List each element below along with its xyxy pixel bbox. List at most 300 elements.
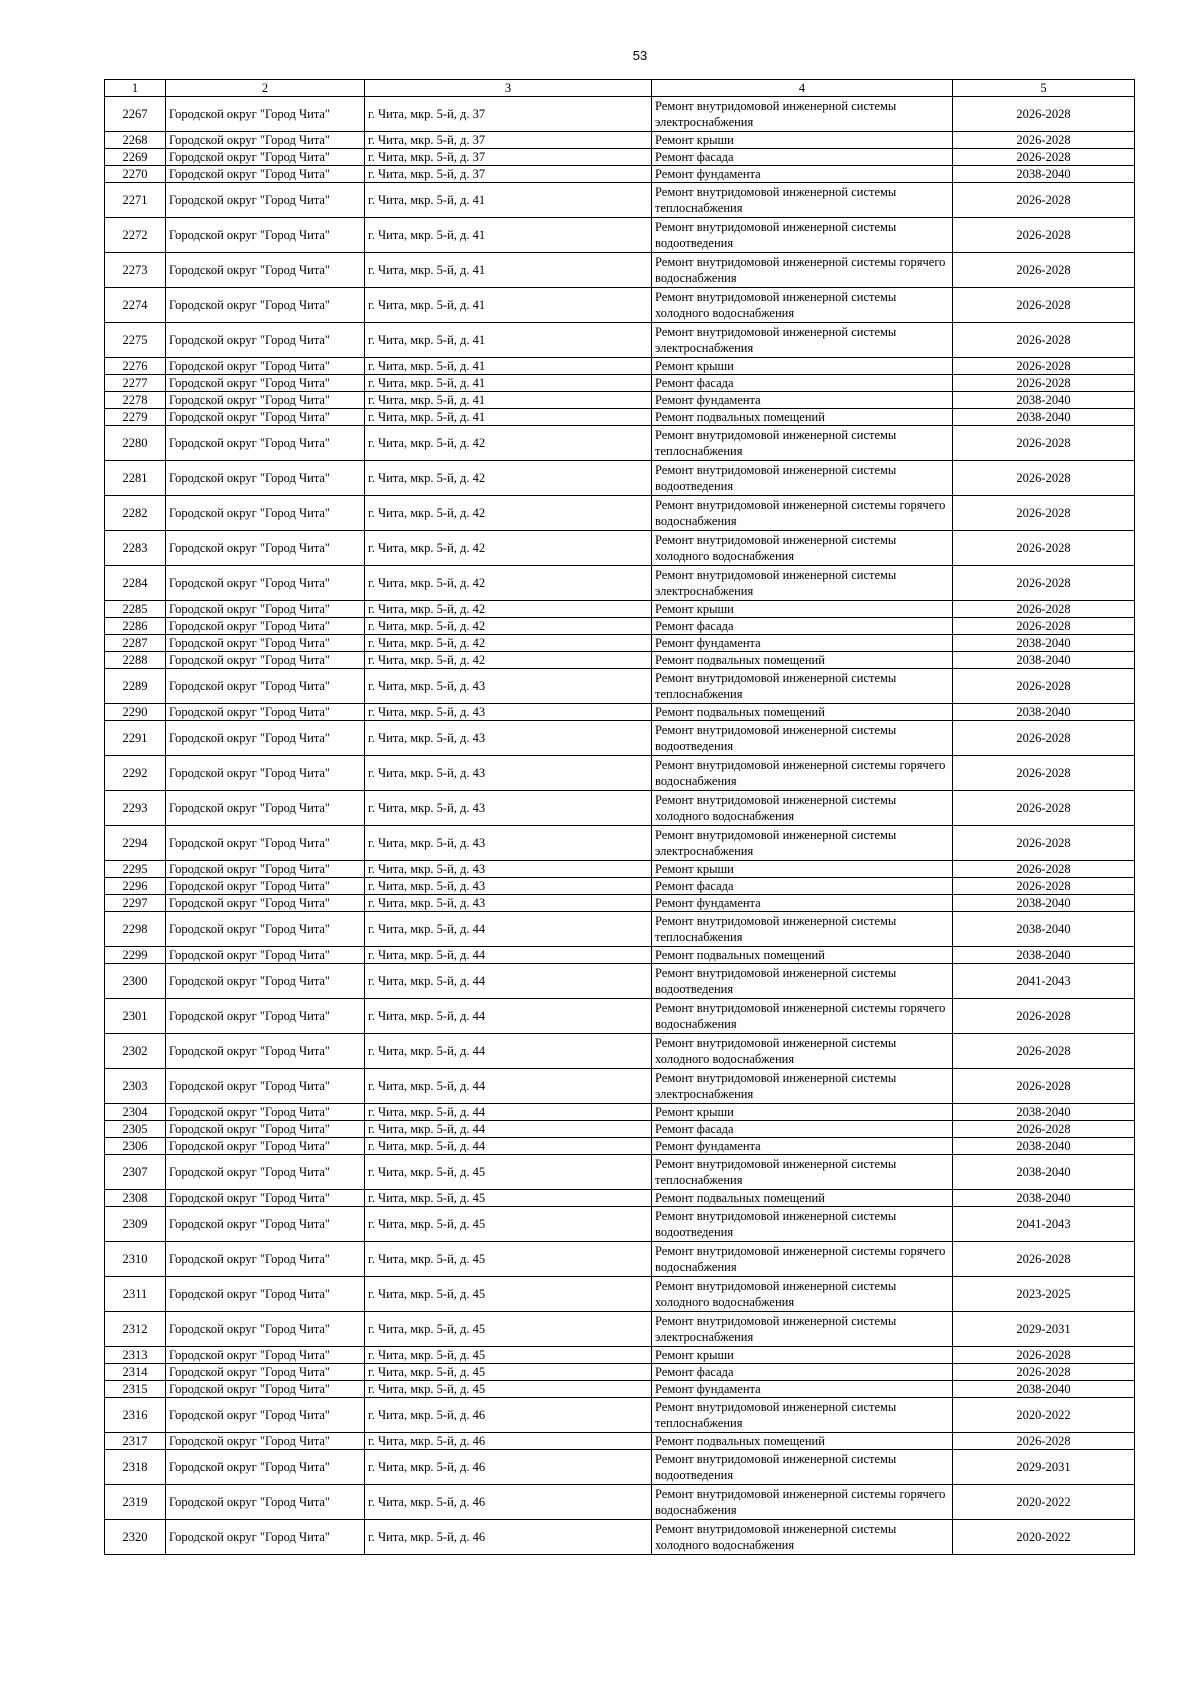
municipality-cell: Городской округ "Город Чита" xyxy=(166,1485,365,1520)
row-number-cell: 2313 xyxy=(105,1347,166,1364)
address-cell: г. Чита, мкр. 5-й, д. 42 xyxy=(365,601,652,618)
period-cell: 2026-2028 xyxy=(953,566,1135,601)
period-cell: 2026-2028 xyxy=(953,461,1135,496)
row-number-cell: 2305 xyxy=(105,1121,166,1138)
row-number-cell: 2297 xyxy=(105,895,166,912)
table-row xyxy=(105,878,1135,895)
table-row xyxy=(105,704,1135,721)
municipality-cell: Городской округ "Город Чита" xyxy=(166,426,365,461)
period-cell: 2026-2028 xyxy=(953,97,1135,132)
municipality-cell: Городской округ "Город Чита" xyxy=(166,1520,365,1555)
row-number-cell: 2310 xyxy=(105,1242,166,1277)
table-row xyxy=(105,531,1135,566)
municipality-cell: Городской округ "Город Чита" xyxy=(166,166,365,183)
work-type-cell: Ремонт подвальных помещений xyxy=(652,409,953,426)
table-row xyxy=(105,323,1135,358)
row-number-cell: 2294 xyxy=(105,826,166,861)
work-type-cell: Ремонт подвальных помещений xyxy=(652,1190,953,1207)
address-cell: г. Чита, мкр. 5-й, д. 46 xyxy=(365,1433,652,1450)
period-cell: 2026-2028 xyxy=(953,375,1135,392)
row-number-cell: 2306 xyxy=(105,1138,166,1155)
row-number-cell: 2317 xyxy=(105,1433,166,1450)
table-row xyxy=(105,375,1135,392)
address-cell: г. Чита, мкр. 5-й, д. 42 xyxy=(365,635,652,652)
work-type-cell: Ремонт внутридомовой инженерной системы электроснабжения xyxy=(652,826,953,861)
row-number-cell: 2277 xyxy=(105,375,166,392)
municipality-cell: Городской округ "Город Чита" xyxy=(166,375,365,392)
work-type-cell: Ремонт внутридомовой инженерной системы горячего водоснабжения xyxy=(652,1485,953,1520)
work-type-cell: Ремонт внутридомовой инженерной системы водоотведения xyxy=(652,218,953,253)
period-cell: 2026-2028 xyxy=(953,861,1135,878)
address-cell: г. Чита, мкр. 5-й, д. 37 xyxy=(365,166,652,183)
address-cell: г. Чита, мкр. 5-й, д. 44 xyxy=(365,912,652,947)
period-cell: 2029-2031 xyxy=(953,1312,1135,1347)
period-cell: 2026-2028 xyxy=(953,323,1135,358)
row-number-cell: 2282 xyxy=(105,496,166,531)
work-type-cell: Ремонт внутридомовой инженерной системы теплоснабжения xyxy=(652,669,953,704)
municipality-cell: Городской округ "Город Чита" xyxy=(166,132,365,149)
address-cell: г. Чита, мкр. 5-й, д. 41 xyxy=(365,218,652,253)
period-cell: 2038-2040 xyxy=(953,947,1135,964)
table-row xyxy=(105,566,1135,601)
table-row xyxy=(105,1277,1135,1312)
period-cell: 2038-2040 xyxy=(953,635,1135,652)
table-row xyxy=(105,1364,1135,1381)
municipality-cell: Городской округ "Город Чита" xyxy=(166,253,365,288)
column-header: 1 xyxy=(105,80,166,97)
work-type-cell: Ремонт внутридомовой инженерной системы холодного водоснабжения xyxy=(652,1034,953,1069)
work-type-cell: Ремонт внутридомовой инженерной системы водоотведения xyxy=(652,1207,953,1242)
address-cell: г. Чита, мкр. 5-й, д. 43 xyxy=(365,895,652,912)
municipality-cell: Городской округ "Город Чита" xyxy=(166,409,365,426)
municipality-cell: Городской округ "Город Чита" xyxy=(166,1277,365,1312)
row-number-cell: 2273 xyxy=(105,253,166,288)
row-number-cell: 2303 xyxy=(105,1069,166,1104)
address-cell: г. Чита, мкр. 5-й, д. 42 xyxy=(365,426,652,461)
row-number-cell: 2309 xyxy=(105,1207,166,1242)
municipality-cell: Городской округ "Город Чита" xyxy=(166,652,365,669)
table-row xyxy=(105,861,1135,878)
row-number-cell: 2320 xyxy=(105,1520,166,1555)
address-cell: г. Чита, мкр. 5-й, д. 44 xyxy=(365,947,652,964)
municipality-cell: Городской округ "Город Чита" xyxy=(166,635,365,652)
row-number-cell: 2316 xyxy=(105,1398,166,1433)
work-type-cell: Ремонт фундамента xyxy=(652,1138,953,1155)
municipality-cell: Городской округ "Город Чита" xyxy=(166,1034,365,1069)
row-number-cell: 2285 xyxy=(105,601,166,618)
row-number-cell: 2274 xyxy=(105,288,166,323)
address-cell: г. Чита, мкр. 5-й, д. 45 xyxy=(365,1364,652,1381)
municipality-cell: Городской округ "Город Чита" xyxy=(166,756,365,791)
work-type-cell: Ремонт внутридомовой инженерной системы электроснабжения xyxy=(652,97,953,132)
row-number-cell: 2280 xyxy=(105,426,166,461)
address-cell: г. Чита, мкр. 5-й, д. 46 xyxy=(365,1520,652,1555)
work-type-cell: Ремонт фундамента xyxy=(652,895,953,912)
work-type-cell: Ремонт внутридомовой инженерной системы электроснабжения xyxy=(652,323,953,358)
work-type-cell: Ремонт внутридомовой инженерной системы теплоснабжения xyxy=(652,1398,953,1433)
address-cell: г. Чита, мкр. 5-й, д. 46 xyxy=(365,1450,652,1485)
work-type-cell: Ремонт подвальных помещений xyxy=(652,1433,953,1450)
municipality-cell: Городской округ "Город Чита" xyxy=(166,566,365,601)
address-cell: г. Чита, мкр. 5-й, д. 44 xyxy=(365,1034,652,1069)
address-cell: г. Чита, мкр. 5-й, д. 45 xyxy=(365,1347,652,1364)
table-row xyxy=(105,166,1135,183)
address-cell: г. Чита, мкр. 5-й, д. 43 xyxy=(365,704,652,721)
municipality-cell: Городской округ "Город Чита" xyxy=(166,704,365,721)
table-row xyxy=(105,1450,1135,1485)
row-number-cell: 2318 xyxy=(105,1450,166,1485)
period-cell: 2026-2028 xyxy=(953,721,1135,756)
table-row xyxy=(105,97,1135,132)
work-type-cell: Ремонт внутридомовой инженерной системы горячего водоснабжения xyxy=(652,253,953,288)
period-cell: 2020-2022 xyxy=(953,1398,1135,1433)
work-type-cell: Ремонт фасада xyxy=(652,878,953,895)
address-cell: г. Чита, мкр. 5-й, д. 46 xyxy=(365,1485,652,1520)
table-row xyxy=(105,149,1135,166)
municipality-cell: Городской округ "Город Чита" xyxy=(166,1069,365,1104)
address-cell: г. Чита, мкр. 5-й, д. 44 xyxy=(365,1121,652,1138)
period-cell: 2038-2040 xyxy=(953,912,1135,947)
period-cell: 2038-2040 xyxy=(953,895,1135,912)
period-cell: 2038-2040 xyxy=(953,166,1135,183)
address-cell: г. Чита, мкр. 5-й, д. 42 xyxy=(365,461,652,496)
period-cell: 2026-2028 xyxy=(953,1069,1135,1104)
period-cell: 2038-2040 xyxy=(953,652,1135,669)
work-type-cell: Ремонт внутридомовой инженерной системы холодного водоснабжения xyxy=(652,1520,953,1555)
row-number-cell: 2298 xyxy=(105,912,166,947)
work-type-cell: Ремонт фасада xyxy=(652,149,953,166)
period-cell: 2020-2022 xyxy=(953,1520,1135,1555)
period-cell: 2026-2028 xyxy=(953,618,1135,635)
table-row xyxy=(105,947,1135,964)
municipality-cell: Городской округ "Город Чита" xyxy=(166,218,365,253)
municipality-cell: Городской округ "Город Чита" xyxy=(166,1121,365,1138)
work-type-cell: Ремонт внутридомовой инженерной системы горячего водоснабжения xyxy=(652,496,953,531)
table-row xyxy=(105,183,1135,218)
work-type-cell: Ремонт фасада xyxy=(652,1364,953,1381)
table-row xyxy=(105,409,1135,426)
work-type-cell: Ремонт внутридомовой инженерной системы теплоснабжения xyxy=(652,426,953,461)
table-row xyxy=(105,358,1135,375)
address-cell: г. Чита, мкр. 5-й, д. 42 xyxy=(365,531,652,566)
period-cell: 2038-2040 xyxy=(953,1381,1135,1398)
address-cell: г. Чита, мкр. 5-й, д. 41 xyxy=(365,375,652,392)
period-cell: 2023-2025 xyxy=(953,1277,1135,1312)
municipality-cell: Городской округ "Город Чита" xyxy=(166,878,365,895)
period-cell: 2026-2028 xyxy=(953,183,1135,218)
table-row xyxy=(105,721,1135,756)
table-row xyxy=(105,1190,1135,1207)
period-cell: 2026-2028 xyxy=(953,288,1135,323)
municipality-cell: Городской округ "Город Чита" xyxy=(166,1155,365,1190)
municipality-cell: Городской округ "Город Чита" xyxy=(166,861,365,878)
row-number-cell: 2301 xyxy=(105,999,166,1034)
row-number-cell: 2268 xyxy=(105,132,166,149)
repair-schedule-table xyxy=(104,79,1135,1555)
address-cell: г. Чита, мкр. 5-й, д. 42 xyxy=(365,496,652,531)
work-type-cell: Ремонт внутридомовой инженерной системы теплоснабжения xyxy=(652,183,953,218)
table-row xyxy=(105,1381,1135,1398)
table-row xyxy=(105,1155,1135,1190)
row-number-cell: 2314 xyxy=(105,1364,166,1381)
municipality-cell: Городской округ "Город Чита" xyxy=(166,358,365,375)
address-cell: г. Чита, мкр. 5-й, д. 41 xyxy=(365,409,652,426)
table-row xyxy=(105,1312,1135,1347)
row-number-cell: 2288 xyxy=(105,652,166,669)
address-cell: г. Чита, мкр. 5-й, д. 44 xyxy=(365,999,652,1034)
row-number-cell: 2289 xyxy=(105,669,166,704)
column-header: 5 xyxy=(953,80,1135,97)
work-type-cell: Ремонт внутридомовой инженерной системы электроснабжения xyxy=(652,566,953,601)
municipality-cell: Городской округ "Город Чита" xyxy=(166,323,365,358)
work-type-cell: Ремонт внутридомовой инженерной системы холодного водоснабжения xyxy=(652,288,953,323)
period-cell: 2026-2028 xyxy=(953,791,1135,826)
address-cell: г. Чита, мкр. 5-й, д. 41 xyxy=(365,358,652,375)
column-number-row xyxy=(105,80,1135,97)
period-cell: 2038-2040 xyxy=(953,1190,1135,1207)
work-type-cell: Ремонт внутридомовой инженерной системы холодного водоснабжения xyxy=(652,1277,953,1312)
period-cell: 2026-2028 xyxy=(953,496,1135,531)
table-row xyxy=(105,635,1135,652)
period-cell: 2026-2028 xyxy=(953,426,1135,461)
period-cell: 2020-2022 xyxy=(953,1485,1135,1520)
address-cell: г. Чита, мкр. 5-й, д. 42 xyxy=(365,652,652,669)
work-type-cell: Ремонт внутридомовой инженерной системы водоотведения xyxy=(652,964,953,999)
period-cell: 2026-2028 xyxy=(953,601,1135,618)
work-type-cell: Ремонт внутридомовой инженерной системы холодного водоснабжения xyxy=(652,791,953,826)
address-cell: г. Чита, мкр. 5-й, д. 43 xyxy=(365,669,652,704)
table-row xyxy=(105,1104,1135,1121)
municipality-cell: Городской округ "Город Чита" xyxy=(166,531,365,566)
work-type-cell: Ремонт фундамента xyxy=(652,635,953,652)
period-cell: 2038-2040 xyxy=(953,1155,1135,1190)
address-cell: г. Чита, мкр. 5-й, д. 45 xyxy=(365,1207,652,1242)
row-number-cell: 2281 xyxy=(105,461,166,496)
column-header: 4 xyxy=(652,80,953,97)
address-cell: г. Чита, мкр. 5-й, д. 46 xyxy=(365,1398,652,1433)
work-type-cell: Ремонт внутридомовой инженерной системы водоотведения xyxy=(652,461,953,496)
period-cell: 2026-2028 xyxy=(953,149,1135,166)
work-type-cell: Ремонт крыши xyxy=(652,1347,953,1364)
period-cell: 2026-2028 xyxy=(953,1364,1135,1381)
work-type-cell: Ремонт подвальных помещений xyxy=(652,704,953,721)
work-type-cell: Ремонт фасада xyxy=(652,618,953,635)
row-number-cell: 2299 xyxy=(105,947,166,964)
table-row xyxy=(105,652,1135,669)
municipality-cell: Городской округ "Город Чита" xyxy=(166,1347,365,1364)
table-row xyxy=(105,1433,1135,1450)
work-type-cell: Ремонт фундамента xyxy=(652,1381,953,1398)
municipality-cell: Городской округ "Город Чита" xyxy=(166,288,365,323)
work-type-cell: Ремонт фундамента xyxy=(652,166,953,183)
municipality-cell: Городской округ "Город Чита" xyxy=(166,97,365,132)
address-cell: г. Чита, мкр. 5-й, д. 41 xyxy=(365,288,652,323)
address-cell: г. Чита, мкр. 5-й, д. 37 xyxy=(365,132,652,149)
municipality-cell: Городской округ "Город Чита" xyxy=(166,826,365,861)
table-row xyxy=(105,426,1135,461)
address-cell: г. Чита, мкр. 5-й, д. 43 xyxy=(365,878,652,895)
row-number-cell: 2296 xyxy=(105,878,166,895)
municipality-cell: Городской округ "Город Чита" xyxy=(166,791,365,826)
address-cell: г. Чита, мкр. 5-й, д. 41 xyxy=(365,253,652,288)
work-type-cell: Ремонт внутридомовой инженерной системы горячего водоснабжения xyxy=(652,1242,953,1277)
table-row xyxy=(105,1520,1135,1555)
table-row xyxy=(105,496,1135,531)
address-cell: г. Чита, мкр. 5-й, д. 41 xyxy=(365,323,652,358)
work-type-cell: Ремонт внутридомовой инженерной системы горячего водоснабжения xyxy=(652,756,953,791)
period-cell: 2041-2043 xyxy=(953,964,1135,999)
municipality-cell: Городской округ "Город Чита" xyxy=(166,947,365,964)
row-number-cell: 2290 xyxy=(105,704,166,721)
period-cell: 2038-2040 xyxy=(953,409,1135,426)
row-number-cell: 2283 xyxy=(105,531,166,566)
row-number-cell: 2275 xyxy=(105,323,166,358)
work-type-cell: Ремонт фундамента xyxy=(652,392,953,409)
row-number-cell: 2319 xyxy=(105,1485,166,1520)
municipality-cell: Городской округ "Город Чита" xyxy=(166,1433,365,1450)
row-number-cell: 2270 xyxy=(105,166,166,183)
table-row xyxy=(105,218,1135,253)
row-number-cell: 2271 xyxy=(105,183,166,218)
period-cell: 2026-2028 xyxy=(953,756,1135,791)
work-type-cell: Ремонт внутридомовой инженерной системы водоотведения xyxy=(652,1450,953,1485)
work-type-cell: Ремонт крыши xyxy=(652,601,953,618)
period-cell: 2026-2028 xyxy=(953,999,1135,1034)
column-header: 3 xyxy=(365,80,652,97)
municipality-cell: Городской округ "Город Чита" xyxy=(166,964,365,999)
address-cell: г. Чита, мкр. 5-й, д. 42 xyxy=(365,618,652,635)
row-number-cell: 2293 xyxy=(105,791,166,826)
municipality-cell: Городской округ "Город Чита" xyxy=(166,1190,365,1207)
table-row xyxy=(105,669,1135,704)
table-row xyxy=(105,132,1135,149)
row-number-cell: 2302 xyxy=(105,1034,166,1069)
period-cell: 2038-2040 xyxy=(953,1104,1135,1121)
address-cell: г. Чита, мкр. 5-й, д. 44 xyxy=(365,1104,652,1121)
row-number-cell: 2272 xyxy=(105,218,166,253)
work-type-cell: Ремонт внутридомовой инженерной системы холодного водоснабжения xyxy=(652,531,953,566)
period-cell: 2026-2028 xyxy=(953,826,1135,861)
address-cell: г. Чита, мкр. 5-й, д. 44 xyxy=(365,1138,652,1155)
municipality-cell: Городской округ "Город Чита" xyxy=(166,1242,365,1277)
municipality-cell: Городской округ "Город Чита" xyxy=(166,496,365,531)
work-type-cell: Ремонт подвальных помещений xyxy=(652,652,953,669)
municipality-cell: Городской округ "Город Чита" xyxy=(166,1312,365,1347)
column-header: 2 xyxy=(166,80,365,97)
municipality-cell: Городской округ "Город Чита" xyxy=(166,392,365,409)
municipality-cell: Городской округ "Город Чита" xyxy=(166,1450,365,1485)
municipality-cell: Городской округ "Город Чита" xyxy=(166,618,365,635)
address-cell: г. Чита, мкр. 5-й, д. 45 xyxy=(365,1190,652,1207)
table-row xyxy=(105,288,1135,323)
row-number-cell: 2311 xyxy=(105,1277,166,1312)
table-row xyxy=(105,1138,1135,1155)
row-number-cell: 2279 xyxy=(105,409,166,426)
work-type-cell: Ремонт внутридомовой инженерной системы водоотведения xyxy=(652,721,953,756)
work-type-cell: Ремонт крыши xyxy=(652,358,953,375)
municipality-cell: Городской округ "Город Чита" xyxy=(166,912,365,947)
row-number-cell: 2312 xyxy=(105,1312,166,1347)
row-number-cell: 2292 xyxy=(105,756,166,791)
row-number-cell: 2269 xyxy=(105,149,166,166)
table-body xyxy=(105,97,1135,1555)
row-number-cell: 2286 xyxy=(105,618,166,635)
page-number: 53 xyxy=(632,48,648,63)
row-number-cell: 2307 xyxy=(105,1155,166,1190)
table-row xyxy=(105,1207,1135,1242)
table-row xyxy=(105,999,1135,1034)
municipality-cell: Городской округ "Город Чита" xyxy=(166,1364,365,1381)
address-cell: г. Чита, мкр. 5-й, д. 45 xyxy=(365,1381,652,1398)
address-cell: г. Чита, мкр. 5-й, д. 37 xyxy=(365,97,652,132)
table-row xyxy=(105,461,1135,496)
table-row xyxy=(105,618,1135,635)
table-row xyxy=(105,1347,1135,1364)
table-row xyxy=(105,601,1135,618)
municipality-cell: Городской округ "Город Чита" xyxy=(166,1381,365,1398)
municipality-cell: Городской округ "Город Чита" xyxy=(166,1104,365,1121)
address-cell: г. Чита, мкр. 5-й, д. 45 xyxy=(365,1312,652,1347)
row-number-cell: 2295 xyxy=(105,861,166,878)
period-cell: 2038-2040 xyxy=(953,1138,1135,1155)
address-cell: г. Чита, мкр. 5-й, д. 44 xyxy=(365,1069,652,1104)
address-cell: г. Чита, мкр. 5-й, д. 37 xyxy=(365,149,652,166)
municipality-cell: Городской округ "Город Чита" xyxy=(166,601,365,618)
municipality-cell: Городской округ "Город Чита" xyxy=(166,149,365,166)
period-cell: 2041-2043 xyxy=(953,1207,1135,1242)
row-number-cell: 2300 xyxy=(105,964,166,999)
period-cell: 2026-2028 xyxy=(953,531,1135,566)
period-cell: 2038-2040 xyxy=(953,704,1135,721)
work-type-cell: Ремонт подвальных помещений xyxy=(652,947,953,964)
period-cell: 2026-2028 xyxy=(953,1121,1135,1138)
period-cell: 2026-2028 xyxy=(953,253,1135,288)
work-type-cell: Ремонт внутридомовой инженерной системы теплоснабжения xyxy=(652,912,953,947)
municipality-cell: Городской округ "Город Чита" xyxy=(166,721,365,756)
period-cell: 2026-2028 xyxy=(953,669,1135,704)
municipality-cell: Городской округ "Город Чита" xyxy=(166,461,365,496)
municipality-cell: Городской округ "Город Чита" xyxy=(166,1138,365,1155)
period-cell: 2026-2028 xyxy=(953,132,1135,149)
table-row xyxy=(105,912,1135,947)
table-row xyxy=(105,1034,1135,1069)
table-row xyxy=(105,1398,1135,1433)
address-cell: г. Чита, мкр. 5-й, д. 43 xyxy=(365,721,652,756)
address-cell: г. Чита, мкр. 5-й, д. 43 xyxy=(365,756,652,791)
period-cell: 2026-2028 xyxy=(953,358,1135,375)
row-number-cell: 2267 xyxy=(105,97,166,132)
municipality-cell: Городской округ "Город Чита" xyxy=(166,999,365,1034)
row-number-cell: 2304 xyxy=(105,1104,166,1121)
row-number-cell: 2287 xyxy=(105,635,166,652)
address-cell: г. Чита, мкр. 5-й, д. 41 xyxy=(365,183,652,218)
row-number-cell: 2308 xyxy=(105,1190,166,1207)
row-number-cell: 2291 xyxy=(105,721,166,756)
period-cell: 2026-2028 xyxy=(953,1242,1135,1277)
address-cell: г. Чита, мкр. 5-й, д. 45 xyxy=(365,1242,652,1277)
address-cell: г. Чита, мкр. 5-й, д. 43 xyxy=(365,826,652,861)
table-row xyxy=(105,1485,1135,1520)
table-row xyxy=(105,964,1135,999)
address-cell: г. Чита, мкр. 5-й, д. 45 xyxy=(365,1155,652,1190)
table-row xyxy=(105,253,1135,288)
table-row xyxy=(105,1069,1135,1104)
municipality-cell: Городской округ "Город Чита" xyxy=(166,1398,365,1433)
work-type-cell: Ремонт фасада xyxy=(652,375,953,392)
period-cell: 2026-2028 xyxy=(953,1347,1135,1364)
work-type-cell: Ремонт крыши xyxy=(652,861,953,878)
work-type-cell: Ремонт внутридомовой инженерной системы электроснабжения xyxy=(652,1069,953,1104)
